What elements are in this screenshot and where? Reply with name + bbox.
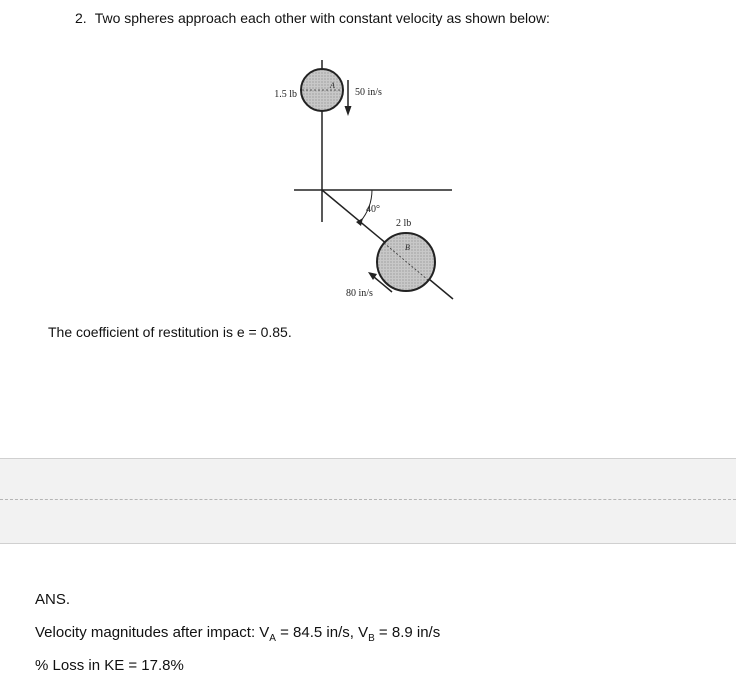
coefficient-of-restitution: The coefficient of restitution is e = 0.85. (48, 324, 292, 340)
sphere-b (377, 233, 435, 291)
collision-diagram (0, 0, 736, 340)
sphere-a-label: A (330, 81, 335, 90)
answer-label: ANS. (35, 591, 71, 608)
sphere-a (301, 69, 343, 111)
sphere-b-velocity: 80 in/s (346, 288, 373, 299)
problem-number: 2. (75, 10, 87, 26)
answer-ke-loss: % Loss in KE = 17.8% (35, 657, 184, 674)
dashed-divider (0, 499, 736, 500)
angle-label: 40° (366, 204, 380, 215)
velocity-arrow-a (345, 80, 352, 116)
sphere-b-label: B (405, 243, 410, 252)
sphere-a-weight: 1.5 lb (274, 89, 297, 100)
problem-text: Two spheres approach each other with constant velocity as shown below: (94, 10, 550, 26)
answer-velocities: Velocity magnitudes after impact: $V_A = 84.5$ in/s, $V_B = 8.9$ in/s (35, 624, 441, 644)
separator-band (0, 458, 736, 544)
sphere-a-velocity: 50 in/s (355, 87, 382, 98)
sphere-b-weight: 2 lb (396, 218, 412, 229)
